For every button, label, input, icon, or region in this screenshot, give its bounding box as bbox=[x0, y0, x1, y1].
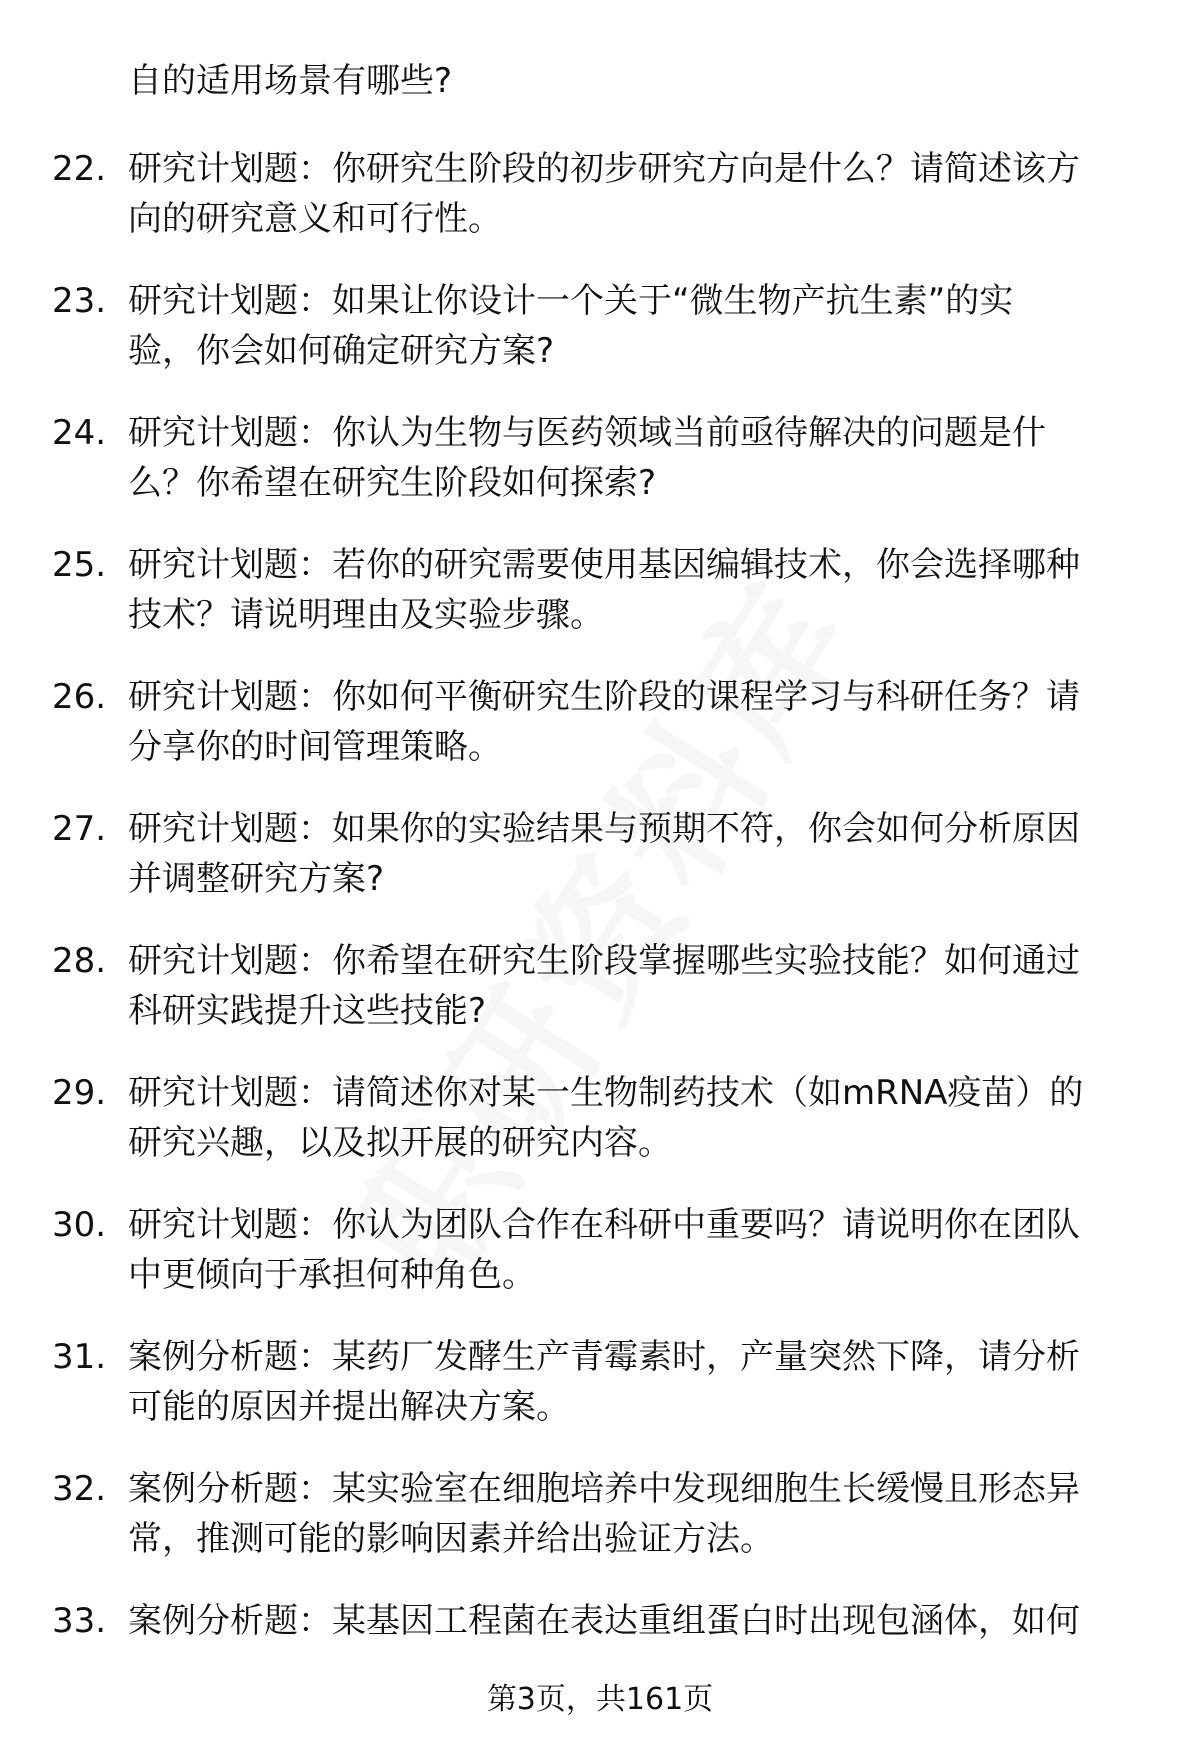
question-text-line: 研究计划题：你如何平衡研究生阶段的课程学习与科研任务？请 bbox=[128, 677, 1080, 717]
question-text-line: 案例分析题：某基因工程菌在表达重组蛋白时出现包涵体，如何 bbox=[128, 1601, 1080, 1641]
page-footer: 第3页，共161页 bbox=[486, 1682, 714, 1717]
question-text bbox=[128, 540, 1148, 640]
question-text-line: 技术？请说明理由及实验步骤。 bbox=[128, 595, 604, 635]
question-text-line: 科研实践提升这些技能? bbox=[128, 991, 487, 1031]
question-text bbox=[128, 144, 1148, 244]
question-item bbox=[0, 672, 1200, 804]
question-text-line: 研究计划题：如果让你设计一个关于“微生物产抗生素”的实 bbox=[128, 281, 1014, 321]
question-number: 31. bbox=[52, 1337, 107, 1377]
question-text-line: 常，推测可能的影响因素并给出验证方法。 bbox=[128, 1519, 774, 1559]
question-number: 28. bbox=[52, 941, 107, 981]
question-text-line: 研究计划题：如果你的实验结果与预期不符，你会如何分析原因 bbox=[128, 809, 1080, 849]
question-text-line: 分享你的时间管理策略。 bbox=[128, 727, 502, 767]
question-text bbox=[128, 1464, 1148, 1564]
question-text-line: 案例分析题：某药厂发酵生产青霉素时，产量突然下降，请分析 bbox=[128, 1337, 1080, 1377]
question-number: 24. bbox=[52, 413, 107, 453]
question-text bbox=[128, 672, 1148, 772]
question-number: 22. bbox=[52, 149, 107, 189]
question-text-line: 研究计划题：你希望在研究生阶段掌握哪些实验技能？如何通过 bbox=[128, 941, 1080, 981]
question-text bbox=[128, 936, 1148, 1036]
question-number: 26. bbox=[52, 677, 107, 717]
question-text-line: 研究计划题：你认为生物与医药领域当前亟待解决的问题是什 bbox=[128, 413, 1046, 453]
question-text-line: 研究计划题：若你的研究需要使用基因编辑技术，你会选择哪种 bbox=[128, 545, 1080, 585]
question-text bbox=[128, 804, 1148, 904]
question-number: 23. bbox=[52, 281, 107, 321]
question-item bbox=[0, 540, 1200, 672]
question-text-line: 研究计划题：你认为团队合作在科研中重要吗？请说明你在团队 bbox=[128, 1205, 1080, 1245]
question-item bbox=[0, 804, 1200, 936]
question-number: 25. bbox=[52, 545, 107, 585]
continuation-text: 自的适用场景有哪些? bbox=[128, 61, 453, 101]
question-item bbox=[0, 936, 1200, 1068]
question-item bbox=[0, 408, 1200, 540]
question-number: 32. bbox=[52, 1469, 107, 1509]
question-text bbox=[128, 1068, 1148, 1168]
question-text bbox=[128, 276, 1148, 376]
question-text-line: 向的研究意义和可行性。 bbox=[128, 199, 502, 239]
question-text-line: 研究计划题：请简述你对某一生物制药技术（如mRNA疫苗）的 bbox=[128, 1073, 1084, 1113]
question-text-line: 研究计划题：你研究生阶段的初步研究方向是什么？请简述该方 bbox=[128, 149, 1080, 189]
question-text-line: 研究兴趣，以及拟开展的研究内容。 bbox=[128, 1123, 672, 1163]
question-text bbox=[128, 1200, 1148, 1300]
question-item bbox=[0, 1068, 1200, 1200]
question-text-line: 并调整研究方案? bbox=[128, 859, 385, 899]
question-number: 29. bbox=[52, 1073, 107, 1113]
question-text bbox=[128, 1596, 1148, 1646]
question-text-line: 么？你希望在研究生阶段如何探索? bbox=[128, 463, 657, 503]
question-number: 30. bbox=[52, 1205, 107, 1245]
question-text bbox=[128, 408, 1148, 508]
question-number: 27. bbox=[52, 809, 107, 849]
question-item bbox=[0, 1464, 1200, 1596]
question-list bbox=[0, 144, 1200, 1728]
question-text-line: 验，你会如何确定研究方案? bbox=[128, 331, 555, 371]
question-item bbox=[0, 276, 1200, 408]
question-number: 33. bbox=[52, 1601, 107, 1641]
question-text bbox=[128, 1332, 1148, 1432]
question-text-line: 案例分析题：某实验室在细胞培养中发现细胞生长缓慢且形态异 bbox=[128, 1469, 1080, 1509]
question-text-line: 可能的原因并提出解决方案。 bbox=[128, 1387, 570, 1427]
question-item bbox=[0, 1332, 1200, 1464]
question-text-line: 中更倾向于承担何种角色。 bbox=[128, 1255, 536, 1295]
question-item bbox=[0, 1200, 1200, 1332]
question-item bbox=[0, 144, 1200, 276]
